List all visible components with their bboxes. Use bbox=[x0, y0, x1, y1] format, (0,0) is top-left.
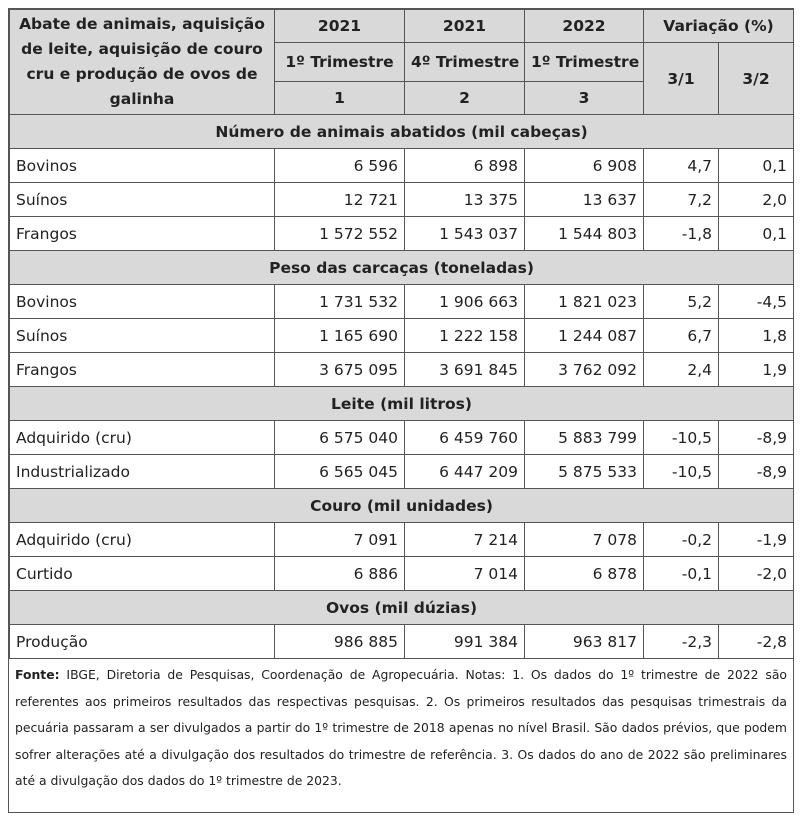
row-label: Bovinos bbox=[10, 285, 275, 319]
variation-cell: -1,8 bbox=[644, 217, 719, 251]
value-cell: 7 014 bbox=[405, 557, 525, 591]
section-title: Couro (mil unidades) bbox=[10, 489, 794, 523]
quarter-header: 1º Trimestre bbox=[275, 43, 405, 82]
value-cell: 6 886 bbox=[275, 557, 405, 591]
table-row bbox=[10, 455, 794, 489]
row-label: Suínos bbox=[10, 183, 275, 217]
value-cell: 6 575 040 bbox=[275, 421, 405, 455]
variation-cell: -2,3 bbox=[644, 625, 719, 659]
row-label: Frangos bbox=[10, 353, 275, 387]
variation-cell: 1,8 bbox=[719, 319, 794, 353]
section-row bbox=[10, 115, 794, 149]
table-row bbox=[10, 625, 794, 659]
value-cell: 1 544 803 bbox=[525, 217, 644, 251]
section-row bbox=[10, 591, 794, 625]
table-row bbox=[10, 353, 794, 387]
index-header: 1 bbox=[275, 82, 405, 115]
value-cell: 5 883 799 bbox=[525, 421, 644, 455]
year-header: 2022 bbox=[525, 10, 644, 43]
row-label: Bovinos bbox=[10, 149, 275, 183]
value-cell: 3 691 845 bbox=[405, 353, 525, 387]
value-cell: 6 878 bbox=[525, 557, 644, 591]
variation-cell: -4,5 bbox=[719, 285, 794, 319]
livestock-table bbox=[9, 9, 794, 659]
row-label: Adquirido (cru) bbox=[10, 421, 275, 455]
variation-cell: -10,5 bbox=[644, 421, 719, 455]
value-cell: 1 165 690 bbox=[275, 319, 405, 353]
table-row bbox=[10, 319, 794, 353]
value-cell: 1 906 663 bbox=[405, 285, 525, 319]
table-row bbox=[10, 217, 794, 251]
value-cell: 7 214 bbox=[405, 523, 525, 557]
value-cell: 1 572 552 bbox=[275, 217, 405, 251]
value-cell: 6 596 bbox=[275, 149, 405, 183]
value-cell: 6 565 045 bbox=[275, 455, 405, 489]
corner-header: Abate de animais, aquisição de leite, aquisição de couro cru e produção de ovos de galinha bbox=[10, 10, 275, 115]
table-row bbox=[10, 149, 794, 183]
row-label: Adquirido (cru) bbox=[10, 523, 275, 557]
source-label: Fonte: bbox=[15, 667, 60, 682]
row-label: Curtido bbox=[10, 557, 275, 591]
value-cell: 963 817 bbox=[525, 625, 644, 659]
section-title: Leite (mil litros) bbox=[10, 387, 794, 421]
variation-cell: 2,0 bbox=[719, 183, 794, 217]
value-cell: 12 721 bbox=[275, 183, 405, 217]
value-cell: 1 543 037 bbox=[405, 217, 525, 251]
quarter-header: 1º Trimestre bbox=[525, 43, 644, 82]
value-cell: 1 222 158 bbox=[405, 319, 525, 353]
section-title: Número de animais abatidos (mil cabeças) bbox=[10, 115, 794, 149]
index-header: 2 bbox=[405, 82, 525, 115]
variation-cell: -8,9 bbox=[719, 455, 794, 489]
row-label: Industrializado bbox=[10, 455, 275, 489]
variation-cell: 5,2 bbox=[644, 285, 719, 319]
table-row bbox=[10, 557, 794, 591]
variation-cell: 2,4 bbox=[644, 353, 719, 387]
variation-cell: -0,2 bbox=[644, 523, 719, 557]
row-label: Suínos bbox=[10, 319, 275, 353]
value-cell: 13 375 bbox=[405, 183, 525, 217]
footer-notes bbox=[9, 659, 793, 795]
variation-header: Variação (%) bbox=[644, 10, 794, 43]
value-cell: 991 384 bbox=[405, 625, 525, 659]
value-cell: 6 898 bbox=[405, 149, 525, 183]
index-header: 3 bbox=[525, 82, 644, 115]
year-header: 2021 bbox=[405, 10, 525, 43]
variation-cell: 7,2 bbox=[644, 183, 719, 217]
variation-cell: 0,1 bbox=[719, 217, 794, 251]
value-cell: 6 908 bbox=[525, 149, 644, 183]
value-cell: 6 459 760 bbox=[405, 421, 525, 455]
table-header bbox=[10, 10, 794, 115]
table-row bbox=[10, 183, 794, 217]
table-row bbox=[10, 523, 794, 557]
value-cell: 986 885 bbox=[275, 625, 405, 659]
value-cell: 7 091 bbox=[275, 523, 405, 557]
variation-col-header: 3/1 bbox=[644, 43, 719, 115]
variation-cell: -8,9 bbox=[719, 421, 794, 455]
variation-cell: 4,7 bbox=[644, 149, 719, 183]
row-label: Produção bbox=[10, 625, 275, 659]
value-cell: 1 731 532 bbox=[275, 285, 405, 319]
variation-cell: 0,1 bbox=[719, 149, 794, 183]
variation-cell: -1,9 bbox=[719, 523, 794, 557]
notes-text: IBGE, Diretoria de Pesquisas, Coordenação de Agropecuária. Notas: 1. Os dados do 1º trimestre de 2022 são referentes aos primeiros resultados das respectivas pesquisas. 2. Os primeiros resultados das pesquisas trimestrais da pecuária passaram a ser divulgados a partir do 1º trimestre de 2018 apenas no nível Brasil. São dados prévios, que podem sofrer alterações até a divulgação dos resultados do trimestre de referência. 3. Os dados do ano de 2022 são preliminares até a divulgação dos dados do 1º trimestre de 2023. bbox=[15, 667, 787, 788]
value-cell: 3 762 092 bbox=[525, 353, 644, 387]
value-cell: 7 078 bbox=[525, 523, 644, 557]
quarter-header: 4º Trimestre bbox=[405, 43, 525, 82]
value-cell: 1 244 087 bbox=[525, 319, 644, 353]
section-row bbox=[10, 251, 794, 285]
row-label: Frangos bbox=[10, 217, 275, 251]
section-title: Ovos (mil dúzias) bbox=[10, 591, 794, 625]
variation-cell: -10,5 bbox=[644, 455, 719, 489]
value-cell: 5 875 533 bbox=[525, 455, 644, 489]
table-row bbox=[10, 421, 794, 455]
year-header: 2021 bbox=[275, 10, 405, 43]
variation-cell: -2,8 bbox=[719, 625, 794, 659]
section-row bbox=[10, 489, 794, 523]
data-table-panel bbox=[8, 8, 794, 813]
variation-cell: 6,7 bbox=[644, 319, 719, 353]
value-cell: 3 675 095 bbox=[275, 353, 405, 387]
value-cell: 1 821 023 bbox=[525, 285, 644, 319]
value-cell: 13 637 bbox=[525, 183, 644, 217]
value-cell: 6 447 209 bbox=[405, 455, 525, 489]
variation-col-header: 3/2 bbox=[719, 43, 794, 115]
variation-cell: 1,9 bbox=[719, 353, 794, 387]
table-body bbox=[10, 115, 794, 659]
section-title: Peso das carcaças (toneladas) bbox=[10, 251, 794, 285]
variation-cell: -0,1 bbox=[644, 557, 719, 591]
table-row bbox=[10, 285, 794, 319]
section-row bbox=[10, 387, 794, 421]
variation-cell: -2,0 bbox=[719, 557, 794, 591]
